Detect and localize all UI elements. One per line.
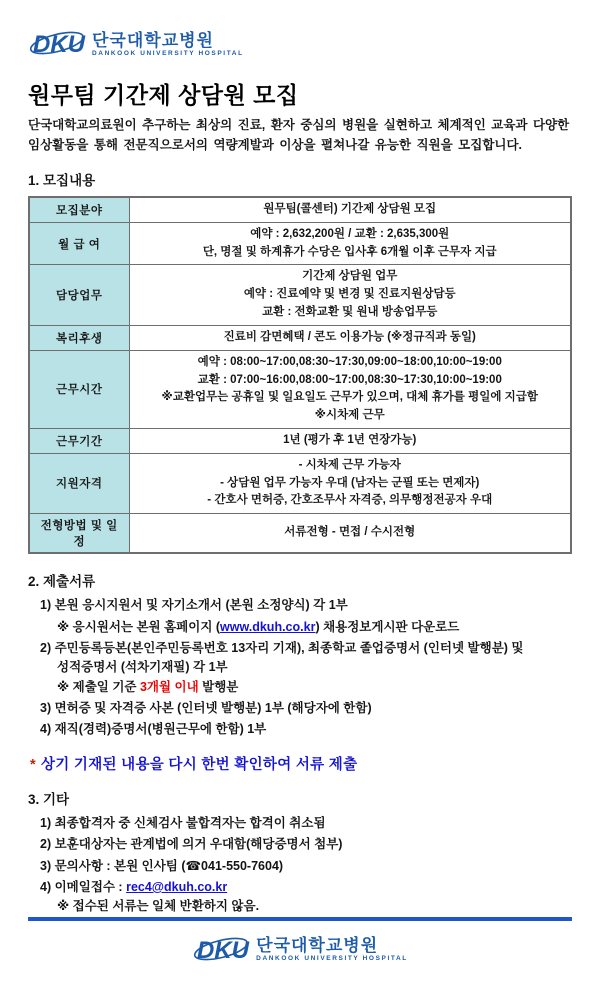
row-label: 월 급 여 xyxy=(29,222,129,265)
page-title: 원무팀 기간제 상담원 모집 xyxy=(28,82,299,108)
row-value: - 간호사 면허증, 간호조무사 자격증, 의무행정전공자 우대 xyxy=(207,494,493,507)
hospital-name-ko: 단국대학교병원 xyxy=(92,30,214,50)
list-item-note: ※ 접수된 서류는 일체 반환하지 않음. xyxy=(57,899,260,914)
row-value: 예약 : 진료예약 및 변경 및 진료지원상담등 xyxy=(243,288,456,301)
deadline-highlight: 3개월 이내 xyxy=(139,679,199,694)
row-label: 전형방법 및 일정 xyxy=(29,514,129,554)
dku-logo-icon xyxy=(28,24,86,65)
row-value: ※교환업무는 공휴일 및 일요일도 근무가 있으며, 대체 휴가를 평일에 지급함 xyxy=(161,391,538,404)
note-text: ※ 제출일 기준 xyxy=(57,679,140,694)
row-value: 원무팀(콜센터) 기간제 상담원 모집 xyxy=(263,203,437,215)
footer xyxy=(28,917,572,981)
notice-star: * xyxy=(30,756,36,773)
list-item xyxy=(40,878,572,897)
important-notice xyxy=(30,753,572,774)
row-label: 근무시간 xyxy=(29,350,129,428)
intro-paragraph xyxy=(28,115,572,155)
intro-line: 단국대학교의료원이 추구하는 최상의 진료, 환자 중심의 병원을 실현하고 체계적인 교육과 다양한 xyxy=(28,118,570,132)
table-row xyxy=(29,350,571,428)
hospital-name-ko: 단국대학교병원 xyxy=(256,936,379,956)
row-label: 복리후생 xyxy=(29,325,129,350)
row-value: 예약 : 08:00~17:00,08:30~17:30,09:00~18:00,10:00~19:00 xyxy=(197,355,502,368)
notice-text: 상기 기재된 내용을 다시 한번 확인하여 서류 제출 xyxy=(40,756,358,773)
list-item: 1) 최종합격자 중 신체검사 불합격자는 합격이 취소됨 xyxy=(40,815,326,830)
row-value: - 시차제 근무 가능자 xyxy=(298,458,401,471)
row-label: 근무기간 xyxy=(29,428,129,453)
row-value: 교환 : 07:00~16:00,08:00~17:00,08:30~17:30,10:00~19:00 xyxy=(197,373,502,386)
row-label: 지원자격 xyxy=(29,453,129,513)
intro-line: 임상활동을 통해 전문직으로서의 역량계발과 이상을 펼쳐나갈 유능한 직원을 모집합니다. xyxy=(28,138,523,152)
note-text: 발행분 xyxy=(198,679,239,694)
row-value: 단, 명절 및 하계휴가 수당은 입사후 6개월 이후 근무자 지급 xyxy=(202,245,497,258)
row-value: 서류전형 - 면접 / 수시전형 xyxy=(284,526,416,539)
list-item: 2) 주민등록등본(본인주민등록번호 13자리 기재), 최종학교 졸업증명서 (인터넷 발행분) 및 xyxy=(40,640,524,655)
list-item-note xyxy=(57,618,572,637)
homepage-link[interactable]: www.dkuh.co.kr xyxy=(220,619,316,634)
svg-text:DKU: DKU xyxy=(197,936,250,964)
row-label: 모집분야 xyxy=(29,197,129,222)
table-row xyxy=(29,265,571,325)
recruit-table xyxy=(28,196,572,554)
table-row xyxy=(29,222,571,265)
note-text: ※ 응시원서는 본원 홈페이지 ( xyxy=(57,619,221,634)
hospital-name-en: DANKOOK UNIVERSITY HOSPITAL xyxy=(92,49,244,57)
row-value: ※시차제 근무 xyxy=(314,409,385,422)
email-label: 4) 이메일접수 : xyxy=(40,879,127,894)
svg-text:DKU: DKU xyxy=(33,31,85,58)
dku-logo-icon xyxy=(192,930,250,971)
section2-list xyxy=(40,594,572,740)
list-item-note xyxy=(57,678,572,697)
row-value: 교환 : 전화교환 및 원내 방송업무등 xyxy=(262,306,438,319)
email-link[interactable]: rec4@dkuh.co.kr xyxy=(126,879,228,894)
row-value: 1년 (평가 후 1년 연장가능) xyxy=(283,433,417,446)
section3-list xyxy=(40,812,572,917)
row-value: 기간제 상담원 업무 xyxy=(302,270,398,283)
table-row xyxy=(29,325,571,350)
table-row xyxy=(29,428,571,453)
row-label: 담당업무 xyxy=(29,265,129,325)
list-item: 4) 재직(경력)증명서(병원근무에 한함) 1부 xyxy=(40,722,267,737)
table-row xyxy=(29,514,571,554)
hospital-name-en: DANKOOK UNIVERSITY HOSPITAL xyxy=(256,955,408,963)
footer-logo xyxy=(192,930,408,971)
list-item-continued: 성적증명서 (석차기재필) 각 1부 xyxy=(57,660,228,675)
header-logo xyxy=(28,24,572,65)
row-value: 진료비 감면혜택 / 콘도 이용가능 (※정규직과 동일) xyxy=(223,330,476,343)
section3-heading: 3. 기타 xyxy=(28,791,70,807)
table-row xyxy=(29,453,571,513)
table-row xyxy=(29,197,571,222)
section1-heading: 1. 모집내용 xyxy=(28,173,96,188)
row-value: 예약 : 2,632,200원 / 교환 : 2,635,300원 xyxy=(250,227,450,240)
row-value: - 상담원 업무 가능자 우대 (남자는 군필 또는 면제자) xyxy=(220,476,480,489)
list-item: 1) 본원 응시지원서 및 자기소개서 (본원 소정양식) 각 1부 xyxy=(40,598,348,613)
list-item: 2) 보훈대상자는 관계법에 의거 우대함(해당증명서 첨부) xyxy=(40,837,343,852)
section2-heading: 2. 제출서류 xyxy=(28,574,96,590)
list-item: 3) 문의사항 : 본원 인사팀 (☎041-550-7604) xyxy=(40,858,284,873)
list-item: 3) 면허증 및 자격증 사본 (인터넷 발행분) 1부 (해당자에 한함) xyxy=(40,701,372,716)
note-text: ) 채용정보게시판 다운로드 xyxy=(315,619,460,634)
